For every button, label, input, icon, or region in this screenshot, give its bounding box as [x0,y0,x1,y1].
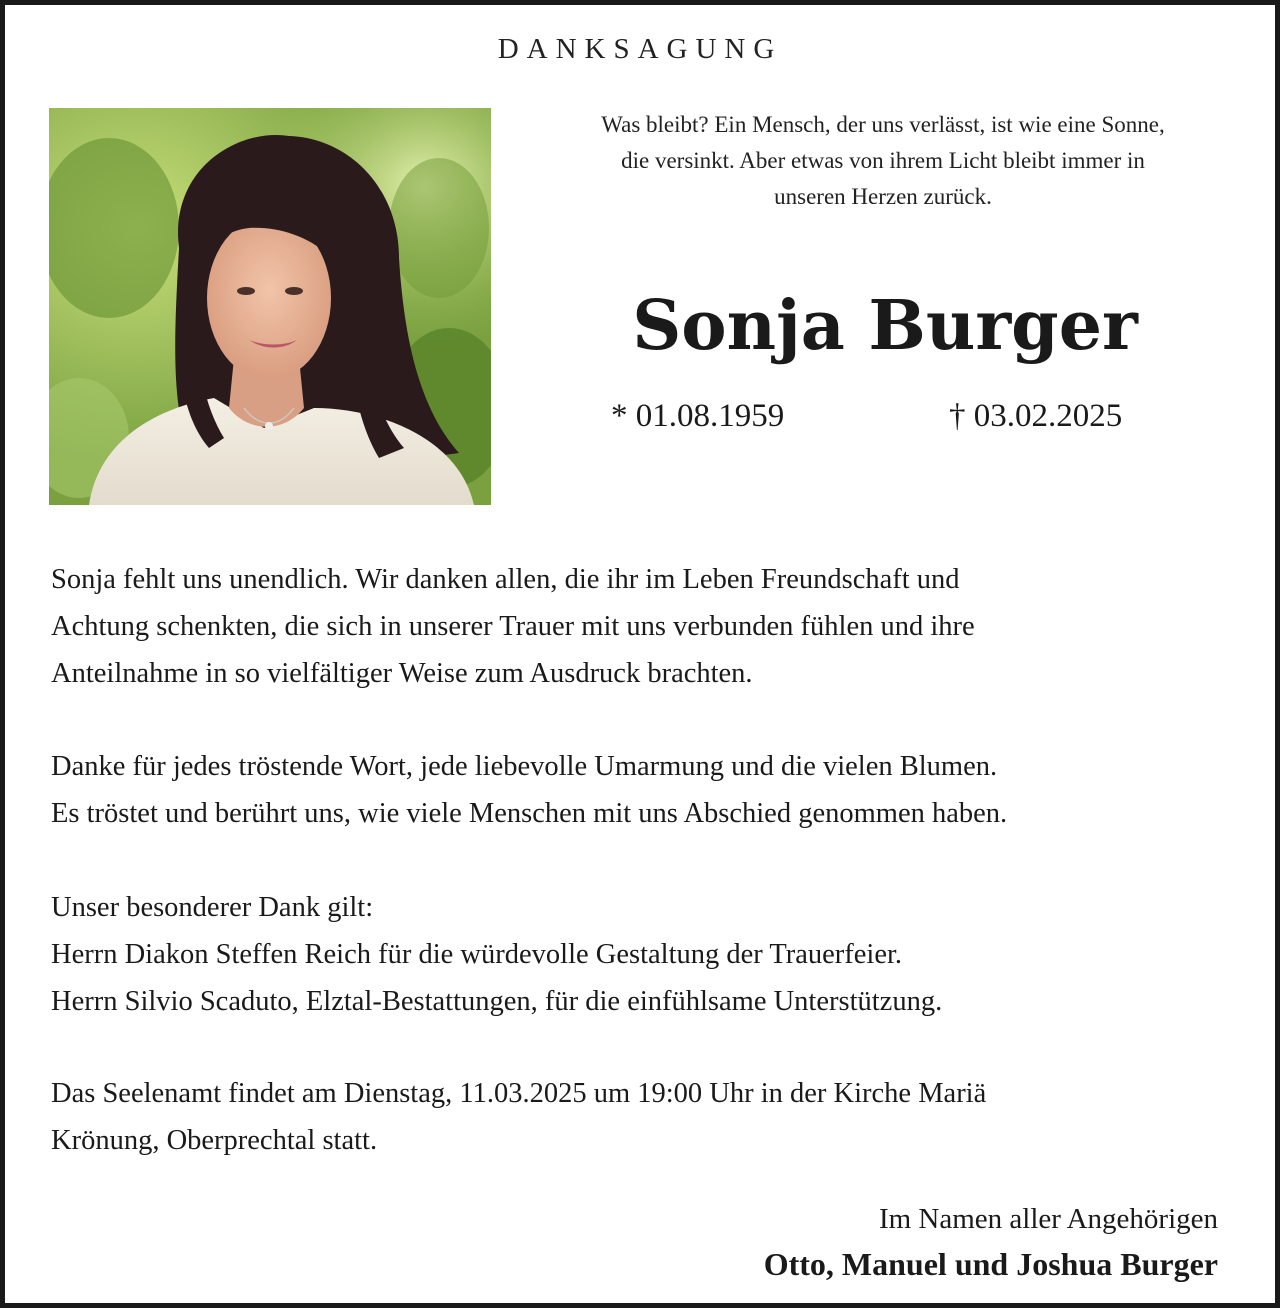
portrait-photo [49,108,491,505]
paragraph-line: Herrn Silvio Scaduto, Elztal-Bestattungen, für die einfühlsame Unterstützung. [51,986,943,1017]
paragraph-line: Anteilnahme in so vielfältiger Weise zum Ausdruck brachten. [51,658,753,689]
paragraph-line: Unser besonderer Dank gilt: [51,892,374,923]
paragraph-line: Sonja fehlt uns unendlich. Wir danken allen, die ihr im Leben Freundschaft und [51,564,960,595]
signers-names: Otto, Manuel und Joshua Burger [763,1246,1218,1282]
quote-line: unseren Herzen zurück. [774,184,992,209]
quote-block [525,107,1241,215]
gratitude-paragraph [51,743,1251,837]
paragraph-line: Krönung, Oberprechtal statt. [51,1125,378,1156]
notice-heading: DANKSAGUNG [497,33,783,65]
portrait-illustration [49,108,491,505]
deceased-name: Sonja Burger [632,286,1138,366]
paragraph-line: Es tröstet und berührt uns, wie viele Menschen mit uns Abschied genommen haben. [51,798,1008,829]
paragraph-line: Herrn Diakon Steffen Reich für die würdevolle Gestaltung der Trauerfeier. [51,939,903,970]
thanks-paragraph [51,556,1251,697]
paragraph-line: Das Seelenamt findet am Dienstag, 11.03.2025 um 19:00 Uhr in der Kirche Mariä [51,1078,987,1109]
quote-line: Was bleibt? Ein Mensch, der uns verlässt, ist wie eine Sonne, [601,112,1165,137]
special-thanks-paragraph [51,884,1251,1025]
birth-date: * 01.08.1959 [611,398,785,434]
quote-line: die versinkt. Aber etwas von ihrem Licht bleibt immer in [621,148,1145,173]
signoff-line: Im Namen aller Angehörigen [878,1203,1218,1235]
death-date: † 03.02.2025 [949,398,1123,434]
service-paragraph [51,1070,1251,1164]
paragraph-line: Danke für jedes tröstende Wort, jede liebevolle Umarmung und die vielen Blumen. [51,751,998,782]
paragraph-line: Achtung schenkten, die sich in unserer Trauer mit uns verbunden fühlen und ihre [51,611,975,642]
